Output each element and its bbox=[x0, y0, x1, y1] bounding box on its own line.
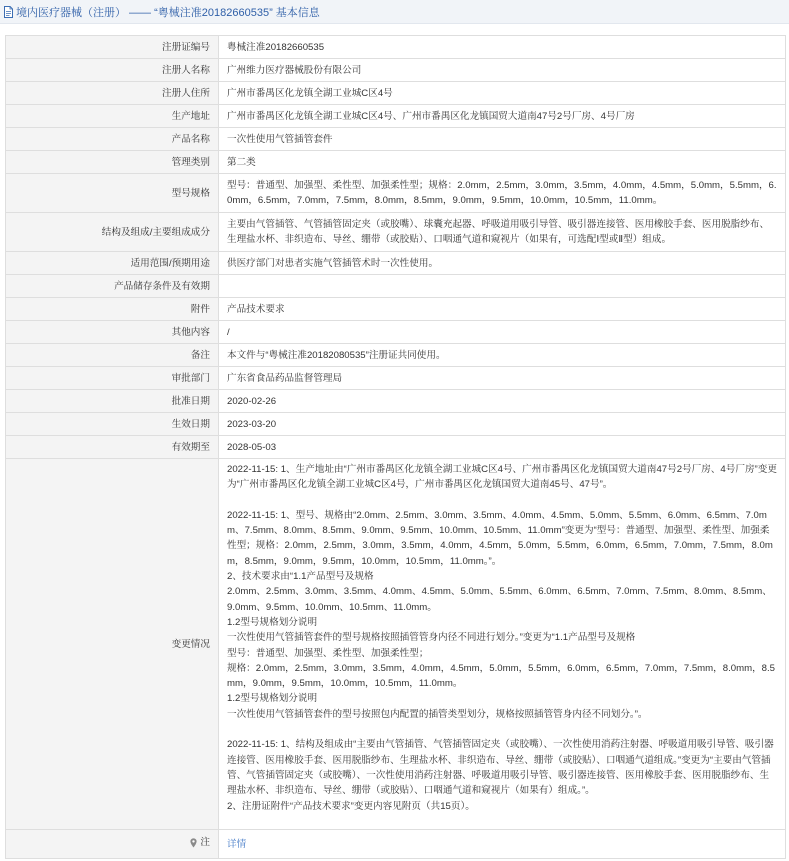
structure-composition-label: 结构及组成/主要组成成分 bbox=[6, 213, 219, 252]
model-spec-label: 型号规格 bbox=[6, 174, 219, 213]
row-registrant-address bbox=[6, 82, 786, 105]
approval-date-label: 批准日期 bbox=[6, 390, 219, 413]
row-expiry-date bbox=[6, 436, 786, 459]
row-approval-date bbox=[6, 390, 786, 413]
row-storage-conditions bbox=[6, 275, 786, 298]
storage-conditions-label: 产品储存条件及有效期 bbox=[6, 275, 219, 298]
effective-date-value: 2023-03-20 bbox=[219, 413, 786, 436]
registrant-name-value: 广州维力医疗器械股份有限公司 bbox=[219, 59, 786, 82]
registration-number-label: 注册证编号 bbox=[6, 36, 219, 59]
registrant-address-value: 广州市番禺区化龙镇全湖工业城C区4号 bbox=[219, 82, 786, 105]
expiry-date-value: 2028-05-03 bbox=[219, 436, 786, 459]
row-attachment bbox=[6, 298, 786, 321]
row-registration-number bbox=[6, 36, 786, 59]
document-icon bbox=[4, 6, 13, 18]
details-link[interactable]: 详情 bbox=[227, 838, 247, 850]
change-entry: 2022-11-15: 1、生产地址由“广州市番禺区化龙镇全湖工业城C区4号、广州市番禺区化龙镇国贸大道南47号2号厂房、4号厂房”变更为“广州市番禺区化龙镇全湖工业城C区4号，广州市番禺区化龙镇国贸大道南45号、47号”。 bbox=[227, 464, 777, 491]
note-label bbox=[190, 835, 210, 850]
remarks-value: 本文件与“粤械注准20182080535”注册证共同使用。 bbox=[219, 344, 786, 367]
row-remarks bbox=[6, 344, 786, 367]
other-content-value: / bbox=[219, 321, 786, 344]
page-title: 境内医疗器械（注册） —— “粤械注准20182660535” 基本信息 bbox=[16, 6, 320, 19]
structure-composition-value: 主要由气管插管、气管插管固定夹（或胶嘴）、球囊充起器、呼吸道用吸引导管、吸引器连接管、医用橡胶手套、医用脱脂纱布、生理盐水杯、非织造布、导丝、绷带（或胶贴）、口咽通气道和窥视片（如果有，可选配Ⅰ型或Ⅱ型）组成。 bbox=[219, 213, 786, 252]
pin-icon bbox=[190, 838, 197, 848]
approval-department-label: 审批部门 bbox=[6, 367, 219, 390]
row-other-content bbox=[6, 321, 786, 344]
note-value bbox=[219, 830, 786, 859]
other-content-label: 其他内容 bbox=[6, 321, 219, 344]
change-history-value bbox=[219, 459, 786, 830]
attachment-label: 附件 bbox=[6, 298, 219, 321]
registration-info-table bbox=[5, 35, 786, 859]
title-bar bbox=[0, 0, 789, 24]
row-change-history bbox=[6, 459, 786, 830]
row-intended-use bbox=[6, 252, 786, 275]
intended-use-label: 适用范围/预期用途 bbox=[6, 252, 219, 275]
note-label-cell bbox=[6, 830, 219, 859]
row-management-category bbox=[6, 151, 786, 174]
row-registrant-name bbox=[6, 59, 786, 82]
production-address-value: 广州市番禺区化龙镇全湖工业城C区4号、广州市番禺区化龙镇国贸大道南47号2号厂房、4号厂房 bbox=[219, 105, 786, 128]
approval-department-value: 广东省食品药品监督管理局 bbox=[219, 367, 786, 390]
registration-number-value: 粤械注准20182660535 bbox=[219, 36, 786, 59]
row-note bbox=[6, 830, 786, 859]
registrant-address-label: 注册人住所 bbox=[6, 82, 219, 105]
row-structure-composition bbox=[6, 213, 786, 252]
row-model-spec bbox=[6, 174, 786, 213]
intended-use-value: 供医疗部门对患者实施气管插管术时一次性使用。 bbox=[219, 252, 786, 275]
change-history-label: 变更情况 bbox=[6, 459, 219, 830]
remarks-label: 备注 bbox=[6, 344, 219, 367]
attachment-value: 产品技术要求 bbox=[219, 298, 786, 321]
storage-conditions-value bbox=[219, 275, 786, 298]
product-name-value: 一次性使用气管插管套件 bbox=[219, 128, 786, 151]
row-product-name bbox=[6, 128, 786, 151]
row-effective-date bbox=[6, 413, 786, 436]
production-address-label: 生产地址 bbox=[6, 105, 219, 128]
registrant-name-label: 注册人名称 bbox=[6, 59, 219, 82]
effective-date-label: 生效日期 bbox=[6, 413, 219, 436]
change-entry: 2022-11-15: 1、型号、规格由“2.0mm、2.5mm、3.0mm、3.5mm、4.0mm、4.5mm、5.0mm、5.5mm、6.0mm、6.5mm、7.0mm、7.5mm、8.0mm、8.5mm、9.0mm、9.5mm、10.0mm、10.5mm、11.0mm”变更为“型号：普通型、加强型、柔性型、加强柔性型；规格：2.0mm，2.5mm，3.0mm，3.5mm，4.0mm，4.5mm，5.0mm，5.5mm，6.0mm，6.5mm，7.0mm，7.5mm，8.0mm，8.5mm，9.0mm，9.5mm，10.0mm，10.5mm，11.0mm。”。 2、技术要求由“1.1产品型号及规格 2.0mm、2.5mm、3.0mm、3.5mm、4.0mm、4.5mm、5.0mm、5.5mm、6.0mm、6.5mm、7.0mm、7.5mm、8.0mm、8.5mm、9.0mm、9.5mm、10.0mm、10.5mm、11.0mm。 1.2型号规格划分说明 一次性使用气管插管套件的型号规格按照插管管身内径不同进行划分。”变更为“1.1产品型号及规格 型号：普通型、加强型、柔性型、加强柔性型； 规格：2.0mm，2.5mm，3.0mm，3.5mm，4.0mm，4.5mm，5.0mm，5.5mm，6.0mm，6.5mm，7.0mm，7.5mm，8.0mm，8.5mm，9.0mm，9.5mm，10.0mm，10.5mm，11.0mm。 1.2型号规格划分说明 一次性使用气管插管套件的型号按照包内配置的插管类型划分，规格按照插管管身内径不同划分。”。 bbox=[227, 509, 775, 720]
product-name-label: 产品名称 bbox=[6, 128, 219, 151]
approval-date-value: 2020-02-26 bbox=[219, 390, 786, 413]
row-production-address bbox=[6, 105, 786, 128]
change-entry: 2022-11-15: 1、结构及组成由“主要由气管插管、气管插管固定夹（或胶嘴）、一次性使用消药注射器、呼吸道用吸引导管、吸引器连接管、医用橡胶手套、医用脱脂纱布、生理盐水杯、非织造布、导丝、绷带（或胶贴）、口咽通气道组成。”变更为“主要由气管插管、气管插管固定夹（或胶嘴）、一次性使用消药注射器、呼吸道用吸引导管、吸引器连接管、医用橡胶手套、医用脱脂纱布、生理盐水杯、非织造布、导丝、绷带（或胶贴）、口咽通气道和窥视片（如果有）组成。”。 2、注册证附件“产品技术要求”变更内容见附页（共15页）。 bbox=[227, 739, 774, 812]
row-approval-department bbox=[6, 367, 786, 390]
expiry-date-label: 有效期至 bbox=[6, 436, 219, 459]
note-label-text: 注 bbox=[200, 837, 210, 849]
management-category-label: 管理类别 bbox=[6, 151, 219, 174]
model-spec-value: 型号：普通型、加强型、柔性型、加强柔性型；规格：2.0mm，2.5mm，3.0mm，3.5mm，4.0mm，4.5mm，5.0mm，5.5mm，6.0mm，6.5mm，7.0mm，7.5mm，8.0mm，8.5mm，9.0mm，9.5mm，10.0mm，10.5mm，11.0mm。 bbox=[219, 174, 786, 213]
management-category-value: 第二类 bbox=[219, 151, 786, 174]
